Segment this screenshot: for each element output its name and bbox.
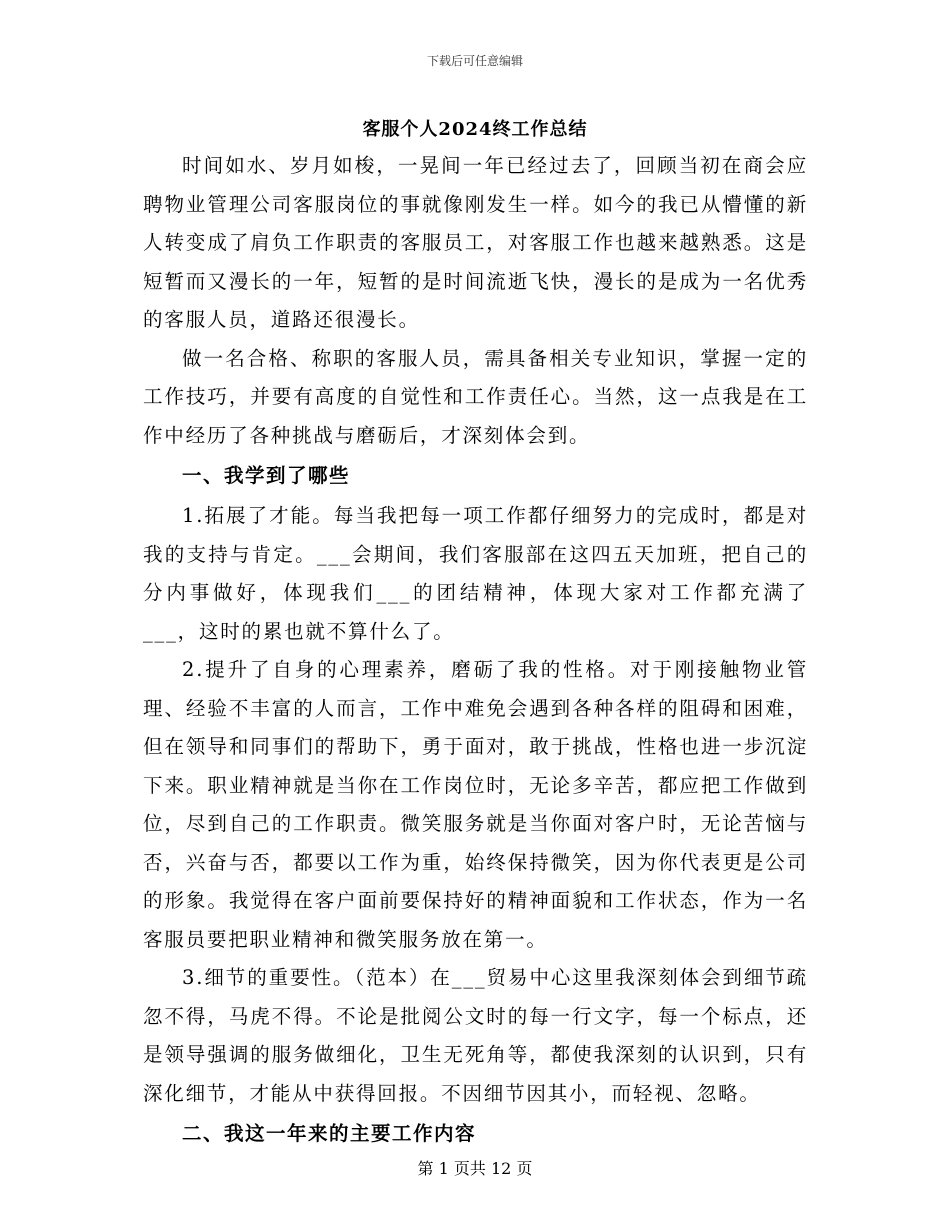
paragraph-item-3: 3.细节的重要性。（范本）在___贸易中心这里我深刻体会到细节疏忽不得，马虎不得。不论是批阅公文时的每一行文字，每一个标点，还是领导强调的服务做细化，卫生无死角等，都使我深刻的认识到，只有深化细节，才能从中获得回报。不因细节因其小，而轻视、忽略。: [143, 966, 808, 1105]
paragraph-qualification: 做一名合格、称职的客服人员，需具备相关专业知识，掌握一定的工作技巧，并要有高度的自觉性和工作责任心。当然，这一点我是在工作中经历了各种挑战与磨砺后，才深刻体会到。: [143, 346, 808, 447]
document-body: [143, 147, 808, 1155]
section-heading-2: 二、我这一年来的主要工作内容: [182, 1122, 477, 1145]
page-number: 第 1 页共 12 页: [417, 1159, 533, 1178]
section-heading-1: 一、我学到了哪些: [182, 464, 351, 487]
paragraph-item-1: 1.拓展了才能。每当我把每一项工作都仔细努力的完成时，都是对我的支持与肯定。___会期间，我们客服部在这四五天加班，把自己的分内事做好，体现我们___的团结精神，体现大家对工作都充满了___，这时的累也就不算什么了。: [143, 504, 808, 643]
paragraph-item-2: 2.提升了自身的心理素养，磨砺了我的性格。对于刚接触物业管理、经验不丰富的人而言，工作中难免会遇到各种各样的阻碍和困难，但在领导和同事们的帮助下，勇于面对，敢于挑战，性格也进一步沉淀下来。职业精神就是当你在工作岗位时，无论多辛苦，都应把工作做到位，尽到自己的工作职责。微笑服务就是当你面对客户时，无论苦恼与否，兴奋与否，都要以工作为重，始终保持微笑，因为你代表更是公司的形象。我觉得在客户面前要保持好的精神面貌和工作状态，作为一名客服员要把职业精神和微笑服务放在第一。: [143, 658, 808, 951]
paragraph-intro: 时间如水、岁月如梭，一晃间一年已经过去了，回顾当初在商会应聘物业管理公司客服岗位的事就像刚发生一样。如今的我已从懵懂的新人转变成了肩负工作职责的客服员工，对客服工作也越来越熟悉。这是短暂而又漫长的一年，短暂的是时间流逝飞快，漫长的是成为一名优秀的客服人员，道路还很漫长。: [143, 154, 808, 331]
page-header-note: 下载后可任意编辑: [426, 54, 523, 68]
document-title: 客服个人2024终工作总结: [362, 119, 588, 140]
